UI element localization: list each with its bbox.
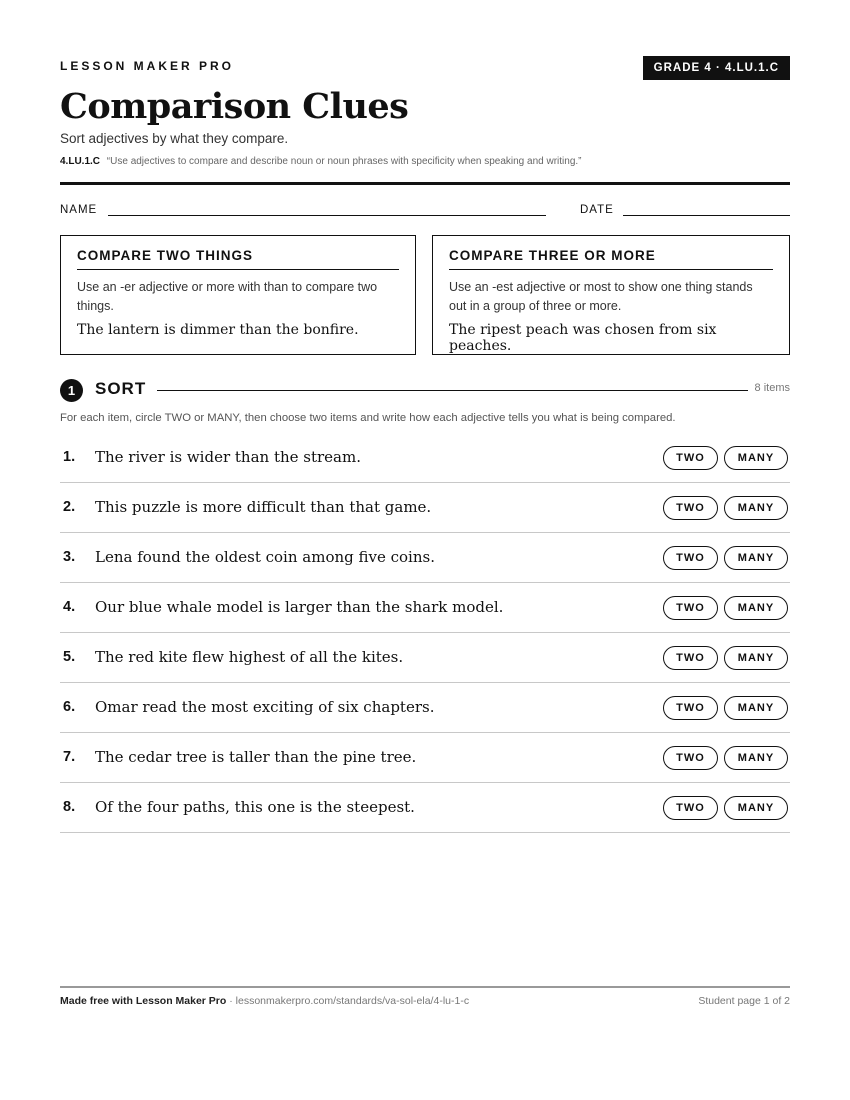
item-sentence: Our blue whale model is larger than the shark model. — [95, 598, 504, 616]
sort-item — [60, 583, 790, 633]
choice-two-button[interactable]: TWO — [663, 446, 718, 470]
brand-name: LESSON MAKER PRO — [60, 59, 235, 73]
item-number: 8. — [63, 799, 76, 815]
compare-many-heading: COMPARE THREE OR MORE — [449, 248, 773, 270]
compare-two-example: The lantern is dimmer than the bonfire. — [77, 322, 359, 338]
compare-many-example: The ripest peach was chosen from six peaches. — [449, 322, 717, 354]
sort-item — [60, 783, 790, 833]
item-sentence: The red kite flew highest of all the kites. — [95, 648, 404, 666]
section-divider — [157, 390, 748, 391]
sort-item — [60, 733, 790, 783]
footer-maker: Made free with Lesson Maker Pro — [60, 995, 227, 1007]
name-field[interactable] — [108, 215, 546, 216]
date-field[interactable] — [623, 215, 790, 216]
choice-two-button[interactable]: TWO — [663, 696, 718, 720]
instructions: For each item, circle TWO or MANY, then choose two items and write how each adjective tells you what is being compared. — [60, 412, 676, 424]
compare-two-box — [60, 235, 416, 355]
choice-two-button[interactable]: TWO — [663, 796, 718, 820]
header-divider — [60, 182, 790, 185]
grade-badge: GRADE 4 · 4.LU.1.C — [643, 56, 790, 80]
worksheet-page — [60, 0, 790, 1100]
standard-code: 4.LU.1.C — [60, 156, 101, 167]
page-title: Comparison Clues — [60, 86, 409, 127]
name-label: NAME — [60, 204, 98, 216]
sort-item — [60, 483, 790, 533]
item-sentence: Lena found the oldest coin among five coins. — [95, 548, 435, 566]
sort-item-list — [60, 433, 790, 833]
item-number: 7. — [63, 749, 76, 765]
choice-two-button[interactable]: TWO — [663, 596, 718, 620]
standard-line — [60, 156, 582, 167]
standard-text: “Use adjectives to compare and describe noun or noun phrases with specificity when speaking and writing.” — [106, 156, 582, 167]
sort-section-header — [60, 378, 790, 402]
footer-url: · lessonmakerpro.com/standards/va-sol-ela/4-lu-1-c — [226, 995, 470, 1007]
sort-item — [60, 433, 790, 483]
item-sentence: The cedar tree is taller than the pine tree. — [95, 748, 417, 766]
choice-many-button[interactable]: MANY — [724, 746, 788, 770]
header-bar — [60, 56, 790, 80]
section-title: SORT — [95, 379, 147, 398]
item-number: 4. — [63, 599, 76, 615]
compare-many-description: Use an -est adjective or most to show one thing stands out in a group of three or more. — [449, 280, 753, 313]
choice-many-button[interactable]: MANY — [724, 546, 788, 570]
footer-divider — [60, 986, 790, 988]
item-sentence: The river is wider than the stream. — [95, 448, 361, 466]
footer-page-number: Student page 1 of 2 — [698, 995, 790, 1007]
compare-two-heading: COMPARE TWO THINGS — [77, 248, 399, 270]
name-date-row — [60, 204, 790, 220]
item-number: 6. — [63, 699, 76, 715]
choice-two-button[interactable]: TWO — [663, 546, 718, 570]
compare-two-description: Use an -er adjective or more with than to compare two things. — [77, 280, 378, 313]
footer — [60, 995, 790, 1007]
item-sentence: Omar read the most exciting of six chapters. — [95, 698, 435, 716]
item-sentence: Of the four paths, this one is the steepest. — [95, 798, 415, 816]
item-number: 1. — [63, 449, 76, 465]
choice-many-button[interactable]: MANY — [724, 446, 788, 470]
choice-many-button[interactable]: MANY — [724, 696, 788, 720]
choice-many-button[interactable]: MANY — [724, 796, 788, 820]
item-sentence: This puzzle is more difficult than that game. — [95, 498, 432, 516]
choice-two-button[interactable]: TWO — [663, 496, 718, 520]
choice-many-button[interactable]: MANY — [724, 496, 788, 520]
choice-two-button[interactable]: TWO — [663, 746, 718, 770]
section-number-badge: 1 — [60, 379, 83, 402]
choice-two-button[interactable]: TWO — [663, 646, 718, 670]
compare-many-box — [432, 235, 790, 355]
date-label: DATE — [580, 204, 614, 216]
item-number: 5. — [63, 649, 76, 665]
sort-item — [60, 683, 790, 733]
item-count: 8 items — [754, 382, 790, 394]
item-number: 3. — [63, 549, 76, 565]
sort-item — [60, 533, 790, 583]
page-subtitle: Sort adjectives by what they compare. — [60, 131, 289, 146]
item-number: 2. — [63, 499, 76, 515]
choice-many-button[interactable]: MANY — [724, 646, 788, 670]
choice-many-button[interactable]: MANY — [724, 596, 788, 620]
sort-item — [60, 633, 790, 683]
